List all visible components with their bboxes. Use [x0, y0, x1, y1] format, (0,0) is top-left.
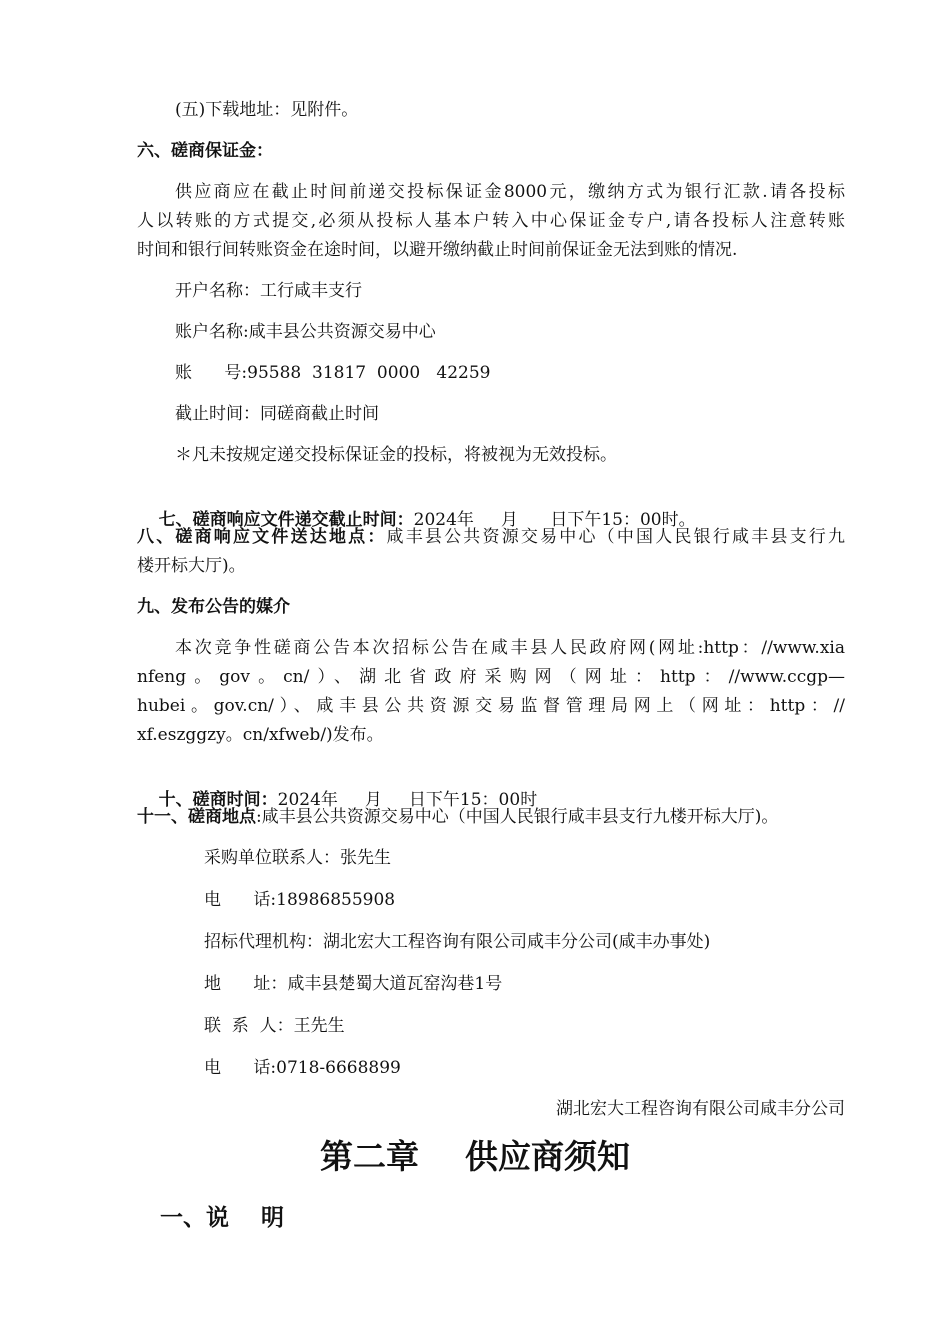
section-11-text: :咸丰县公共资源交易中心（中国人民银行咸丰县支行九楼开标大厅)。 — [256, 807, 779, 827]
agency-phone: 电 话:0718-6668899 — [204, 1058, 401, 1078]
deposit-para-line-2: 人以转账的方式提交,必须从投标人基本户转入中心保证金专户,请各投标人注意转账 — [137, 211, 845, 231]
section-8-text-1: 咸丰县公共资源交易中心（中国人民银行咸丰县支行九 — [386, 527, 846, 547]
account-number: 账 号:95588 31817 0000 42259 — [175, 363, 491, 383]
section-11-heading: 十一、磋商地点 — [137, 807, 256, 827]
section-heading-explanation: 一、说 明 — [160, 1205, 285, 1231]
agency-name: 招标代理机构：湖北宏大工程咨询有限公司咸丰分公司(咸丰办事处) — [204, 932, 711, 952]
signature: 湖北宏大工程咨询有限公司咸丰分公司 — [556, 1099, 845, 1119]
deposit-para-line-1: 供应商应在截止时间前递交投标保证金8000元，缴纳方式为银行汇款.请各投标 — [175, 182, 845, 202]
section-8-text-2: 楼开标大厅)。 — [137, 556, 246, 576]
bank-name: 开户名称：工行咸丰支行 — [175, 281, 362, 301]
agency-address: 地 址：咸丰县楚蜀大道瓦窑沟巷1号 — [204, 974, 503, 994]
media-line-2: nfeng。gov。cn/）、湖北省政府采购网（网址：http：//www.ccgp— — [137, 667, 845, 687]
deposit-para-line-3: 时间和银行间转账资金在途时间，以避开缴纳截止时间前保证金无法到账的情况. — [137, 240, 738, 260]
account-name: 账户名称:咸丰县公共资源交易中心 — [175, 322, 436, 342]
purchaser-phone: 电 话:18986855908 — [204, 890, 396, 910]
section-8-heading: 八、磋商响应文件送达地点： — [137, 527, 387, 547]
purchaser-contact: 采购单位联系人：张先生 — [204, 848, 391, 868]
section-11 — [137, 805, 778, 829]
agency-contact: 联 系 人：王先生 — [204, 1016, 345, 1036]
section-10-heading: 十、磋商时间： — [158, 790, 278, 810]
section-8-line-1 — [137, 525, 845, 549]
section-9-heading: 九、发布公告的媒介 — [137, 597, 290, 617]
download-address: (五)下载地址：见附件。 — [175, 100, 359, 120]
media-line-1: 本次竞争性磋商公告本次招标公告在咸丰县人民政府网(网址:http：//www.xia — [175, 638, 845, 658]
section-6-heading: 六、磋商保证金： — [137, 141, 273, 161]
media-line-4: xf.eszggzy。cn/xfweb/)发布。 — [137, 725, 384, 745]
section-7-text: 2024年 月 日下午15：00时。 — [413, 510, 696, 530]
chapter-title: 第二章 供应商须知 — [320, 1137, 630, 1176]
deposit-deadline: 截止时间：同磋商截止时间 — [175, 404, 379, 424]
section-10-text: 2024年 月 日下午15：00时 — [277, 790, 538, 810]
media-line-3: hubei。gov.cn/）、咸丰县公共资源交易监督管理局网上（网址：http：// — [137, 696, 845, 716]
deposit-note: ＊凡未按规定递交投标保证金的投标，将被视为无效投标。 — [175, 445, 617, 465]
section-7-heading: 七、磋商响应文件递交截止时间： — [158, 510, 414, 530]
